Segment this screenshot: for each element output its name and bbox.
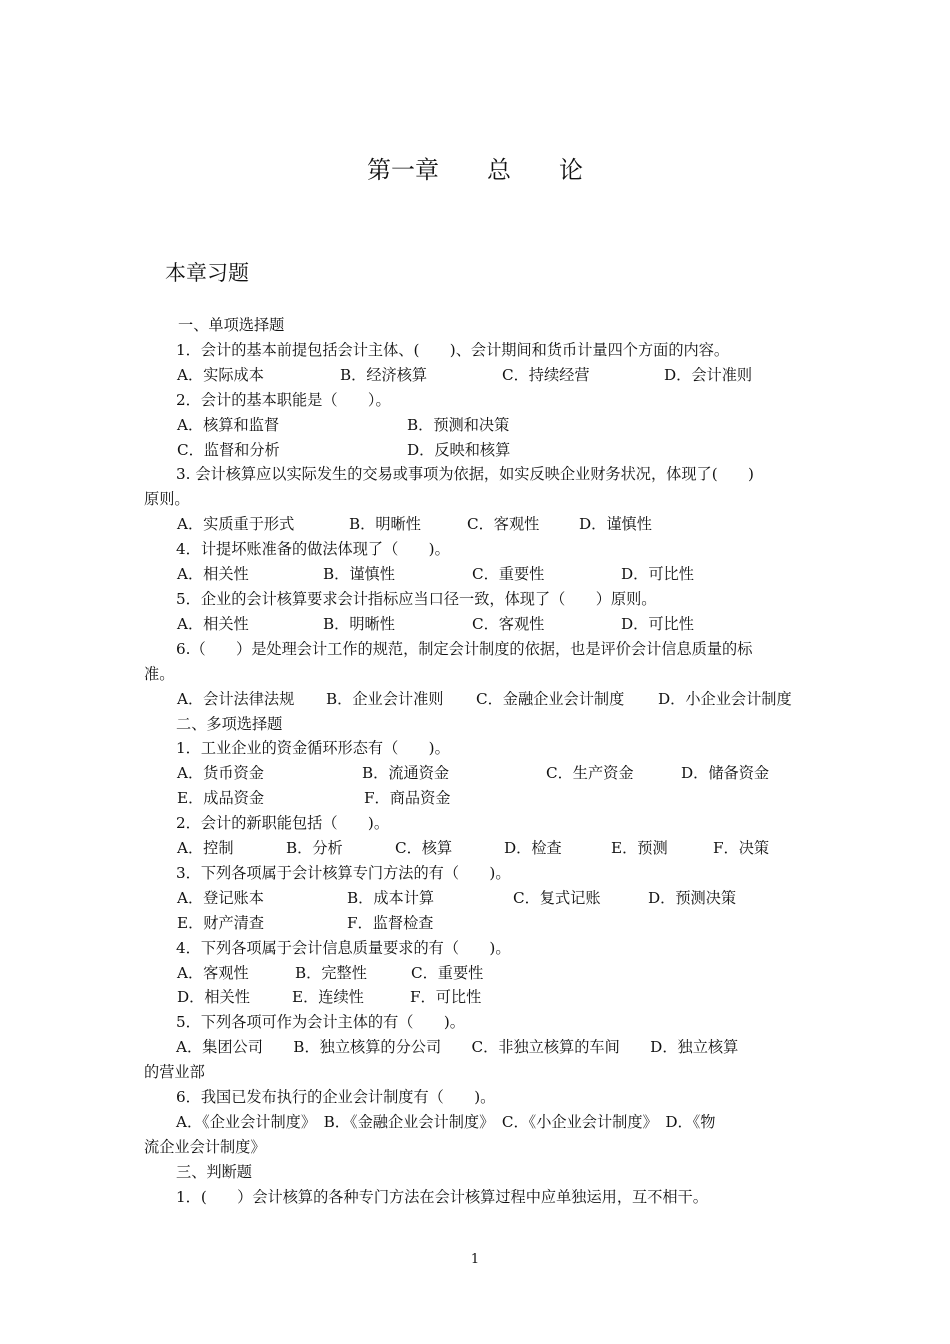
option: A．核算和监督 [177,415,280,434]
options-row [144,1035,808,1060]
options-row [144,985,808,1010]
question-stem: 3. 会计核算应以实际发生的交易或事项为依据，如实反映企业财务状况，体现了( ) [176,465,754,484]
question-stem: 5．企业的会计核算要求会计指标应当口径一致，体现了（ ）原则。 [176,589,657,608]
option: C．生产资金 [546,764,634,783]
option-line: A．集团公司 B．独立核算的分公司 C．非独立核算的车间 D．独立核算 [176,1038,739,1057]
section-true-false-title: 三、判断题 [176,1162,252,1181]
options-row [144,413,808,438]
question-stem: 2．会计的新职能包括（ )。 [176,814,390,833]
option: B．经济核算 [340,365,428,384]
option: D．检查 [504,839,562,858]
options-row [144,761,808,786]
option: A．相关性 [177,565,249,584]
section-heading: 本章习题 [165,261,249,285]
options-row [144,687,808,712]
option: C．复式记账 [513,888,601,907]
question-stem-continued: 准。 [144,664,175,683]
question-stem: 4．计提坏账准备的做法体现了（ )。 [176,540,450,559]
option: B．成本计算 [347,888,435,907]
option: C．监督和分析 [177,440,280,459]
option: B．分析 [286,839,343,858]
options-line-continued: 的营业部 [144,1063,205,1082]
options-row [144,961,808,986]
chapter-title: 第一章 总 论 [367,156,583,184]
option: F．监督检查 [347,913,434,932]
options-row [144,786,808,811]
option: A．实际成本 [177,365,264,384]
question-stem: 4．下列各项属于会计信息质量要求的有（ )。 [176,938,511,957]
section-single-choice-title: 一、单项选择题 [178,316,285,334]
option: C．重要性 [411,963,484,982]
question-stem: 5．下列各项可作为会计主体的有（ )。 [176,1013,465,1032]
option: F．商品资金 [364,789,451,808]
option: B．企业会计准则 [326,689,444,708]
option: A．控制 [177,839,234,858]
option: B．明晰性 [323,614,395,633]
option: C．核算 [395,839,453,858]
option: B．明晰性 [349,515,421,534]
option: F．可比性 [410,988,482,1007]
question-stem: 6．我国已发布执行的企业会计制度有（ )。 [176,1088,496,1107]
option: C．金融企业会计制度 [476,689,625,708]
option: E．财产清查 [177,913,265,932]
question-stem: 2．会计的基本职能是（ ）。 [176,390,391,409]
option: D．相关性 [177,988,250,1007]
question-stem: 1．会计的基本前提包括会计主体、( )、会计期间和货币计量四个方面的内容。 [176,340,730,359]
option: B．完整性 [295,963,367,982]
options-row [144,886,808,911]
option: D．小企业会计制度 [658,689,792,708]
question-stem: 6.（ ）是处理会计工作的规范，制定会计制度的依据，也是评价会计信息质量的标 [176,639,753,658]
option: D．储备资金 [681,764,770,783]
option: D．可比性 [621,614,694,633]
option: E．成品资金 [177,789,265,808]
options-row [144,836,808,861]
option: B．流通资金 [362,764,450,783]
option: A．实质重于形式 [177,515,295,534]
option: E．预测 [611,839,668,858]
options-line-continued: 流企业会计制度》 [144,1137,266,1156]
option: F．决策 [713,839,770,858]
option: C．重要性 [472,565,545,584]
options-row [144,512,808,537]
option: A．登记账本 [177,888,264,907]
option: D．反映和核算 [407,440,511,459]
section-multiple-choice-title: 二、多项选择题 [176,714,283,733]
option: A．会计法律法规 [177,689,295,708]
exercise-body [144,313,808,1210]
options-row [144,1110,808,1135]
option: E．连续性 [292,988,364,1007]
options-row [144,363,808,388]
question-stem: 1．( ）会计核算的各种专门方法在会计核算过程中应单独运用，互不相干。 [176,1187,708,1206]
option: C．客观性 [472,614,545,633]
page-number: 1 [470,1252,480,1267]
option: A．货币资金 [177,764,264,783]
options-row [144,911,808,936]
options-row [144,612,808,637]
option: D．可比性 [621,565,694,584]
option: A．客观性 [177,963,249,982]
option: B．预测和决策 [407,415,510,434]
question-stem: 3．下列各项属于会计核算专门方法的有（ )。 [176,863,511,882]
option: B．谨慎性 [323,565,395,584]
options-row [144,562,808,587]
option: C．持续经营 [502,365,590,384]
option: D．会计准则 [664,365,753,384]
option: D．预测决策 [648,888,737,907]
options-row [144,438,808,463]
option: D．谨慎性 [579,515,652,534]
option-line: A．《企业会计制度》 B．《金融企业会计制度》 C．《小企业会计制度》 D．《物 [176,1113,716,1131]
option: C．客观性 [467,515,540,534]
question-stem-continued: 原则。 [144,490,190,509]
option: A．相关性 [177,614,249,633]
question-stem: 1．工业企业的资金循环形态有（ )。 [176,739,450,758]
